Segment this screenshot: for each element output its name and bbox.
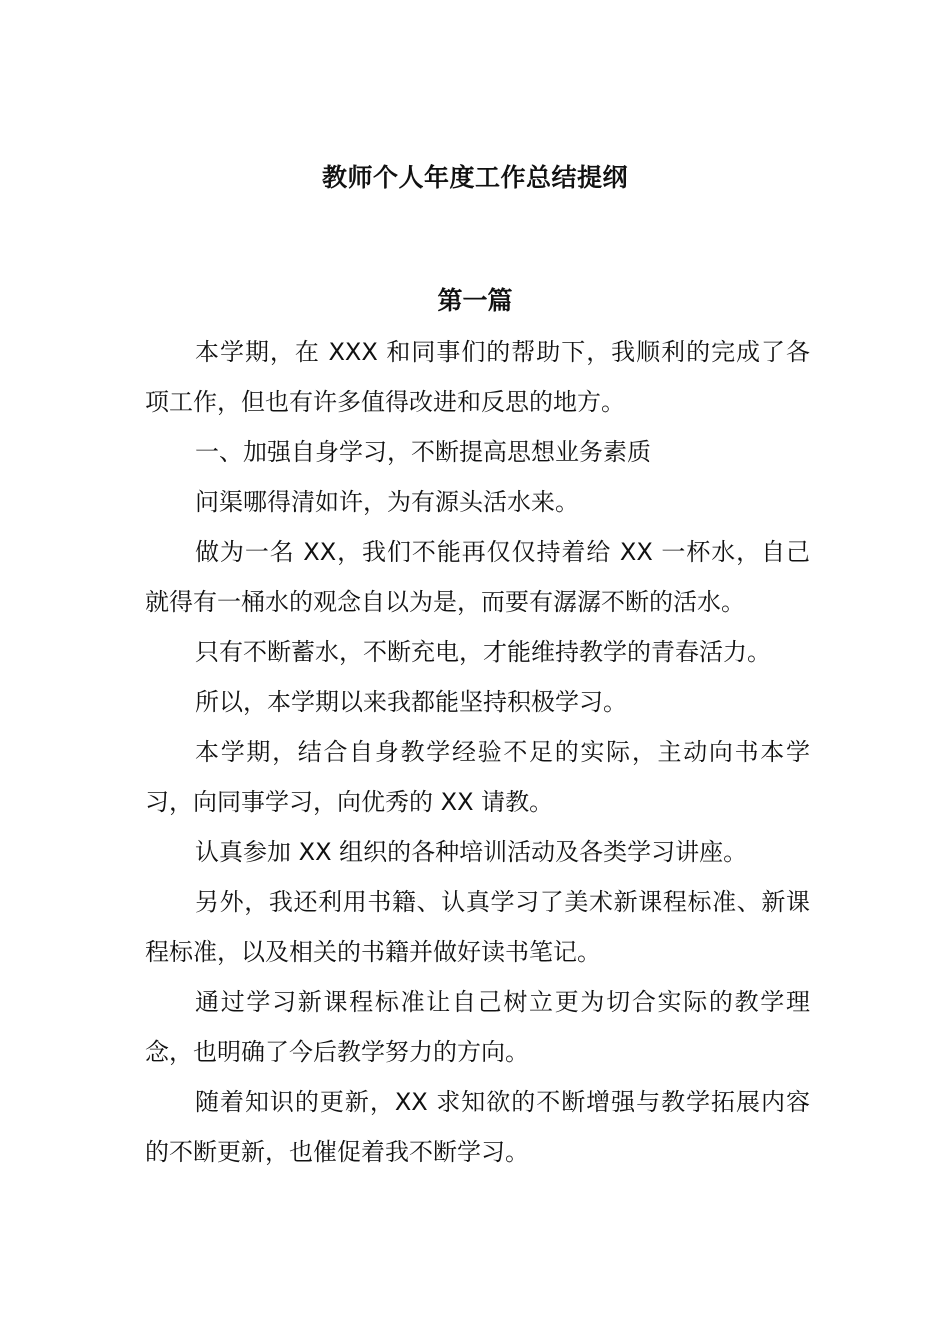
paragraph: 本学期，结合自身教学经验不足的实际，主动向书本学习，向同事学习，向优秀的 XX 请教。 [145,738,810,816]
paragraph: 本学期，在 XXX 和同事们的帮助下，我顺利的完成了各项工作，但也有许多值得改进和反思的地方。 [145,338,810,416]
paragraph: 认真参加 XX 组织的各种培训活动及各类学习讲座。 [195,838,748,866]
paragraph: 问渠哪得清如许，为有源头活水来。 [195,488,579,516]
paragraph: 随着知识的更新，XX 求知欲的不断增强与教学拓展内容的不断更新，也催促着我不断学习。 [145,1088,810,1166]
document-body [145,327,810,1177]
paragraph-heading: 一、加强自身学习，不断提高思想业务素质 [195,438,651,466]
document-title: 教师个人年度工作总结提纲 [321,163,628,192]
section-title: 第一篇 [437,286,513,315]
paragraph: 另外，我还利用书籍、认真学习了美术新课程标准、新课程标准，以及相关的书籍并做好读书笔记。 [145,888,810,966]
paragraph: 通过学习新课程标准让自己树立更为切合实际的教学理念，也明确了今后教学努力的方向。 [145,988,810,1066]
paragraph: 做为一名 XX，我们不能再仅仅持着给 XX 一杯水，自己就得有一桶水的观念自以为是，而要有潺潺不断的活水。 [145,538,810,616]
paragraph: 所以，本学期以来我都能坚持积极学习。 [195,688,627,716]
paragraph: 只有不断蓄水，不断充电，才能维持教学的青春活力。 [195,638,771,666]
